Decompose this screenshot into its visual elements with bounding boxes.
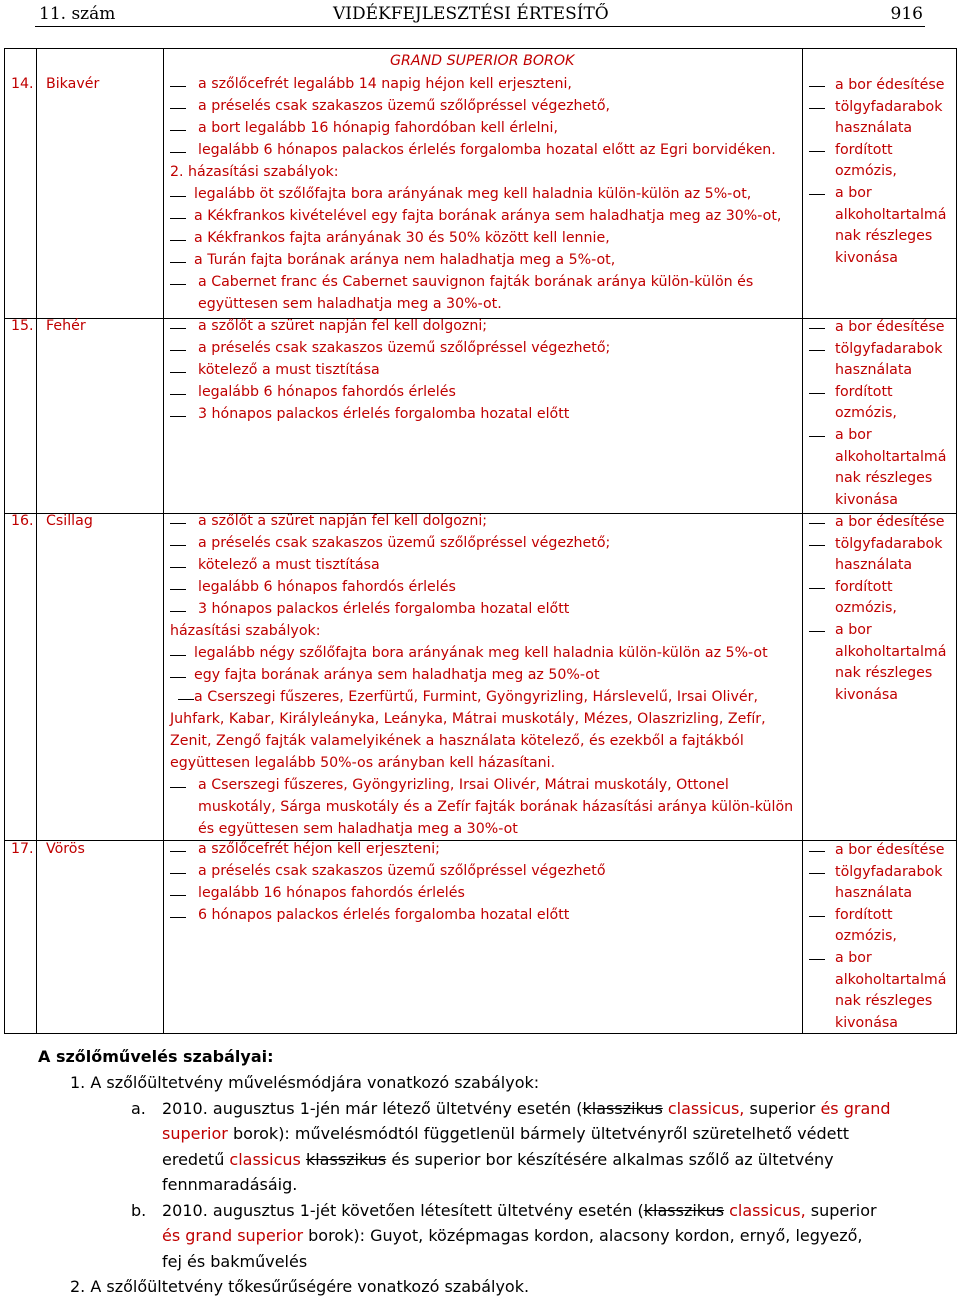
rule-line: kötelező a must tisztítása: [198, 362, 380, 378]
rule-line: a szőlőt a szüret napján fel kell dolgozni;: [198, 318, 488, 334]
restriction-line: ozmózis,: [835, 405, 897, 422]
section-title: GRAND SUPERIOR BOROK: [390, 53, 575, 69]
restriction-line: fordított: [807, 140, 957, 162]
rule-line: együttesen legalább 50%-os arányban kell házasítani.: [170, 755, 556, 771]
list-label-a: a.: [131, 1099, 146, 1118]
restrictions-cell: [807, 512, 957, 706]
rule-subheading: házasítási szabályok:: [170, 623, 321, 639]
rule-line: a Cserszegi fűszeres, Ezerfürtű, Furmint, Gyöngyrizling, Hárslevelű, Irsai Olivér,: [194, 689, 758, 705]
page-number: 916: [890, 4, 923, 24]
rule-line: a préselés csak szakaszos üzemű szőlőpréssel végezhető;: [198, 535, 611, 551]
restriction-line: tölgyfadarabok: [807, 534, 957, 556]
restriction-line: kivonása: [835, 249, 899, 266]
restriction-line: használata: [835, 557, 913, 574]
row-16-name: Csillag: [46, 513, 93, 529]
rule-line: a Turán fajta borának aránya nem haladhatja meg a 5%-ot,: [194, 252, 616, 268]
restriction-line: a bor: [807, 425, 957, 447]
rule-line: Zenit, Zengő fajták valamelyikének a használata kötelező, és ezekből a fajtákból: [170, 733, 744, 749]
rule-line: 6 hónapos palackos érlelés forgalomba hozatal előtt: [198, 907, 570, 923]
rule-line: legalább 6 hónapos fahordós érlelés: [198, 579, 456, 595]
rule-line: 3 hónapos palackos érlelés forgalomba hozatal előtt: [198, 601, 570, 617]
paragraph-a-line-3: eredetű classicus klasszikus és superior bor készítésére alkalmas szőlő az ültetvény: [162, 1150, 834, 1169]
rule-line: legalább öt szőlőfajta bora arányának meg kell haladnia külön-külön az 5%-ot,: [194, 186, 752, 202]
rule-line: a Kékfrankos kivételével egy fajta borának aránya sem haladhatja meg az 30%-ot,: [194, 208, 782, 224]
restriction-line: alkoholtartalmá: [835, 448, 947, 465]
paragraph-b-line-2: és grand superior borok): Guyot, középmagas kordon, alacsony kordon, ernyő, legyező,: [162, 1226, 863, 1245]
restriction-line: a bor: [807, 183, 957, 205]
rule-line: kötelező a must tisztítása: [198, 557, 380, 573]
restriction-line: a bor édesítése: [807, 75, 957, 97]
paragraph-b-line-3: fej és bakművelés: [162, 1252, 308, 1271]
restriction-line: használata: [835, 362, 913, 379]
row-14-num: 14.: [11, 76, 34, 92]
rule-line: a préselés csak szakaszos üzemű szőlőpréssel végezhető;: [198, 340, 611, 356]
restriction-line: a bor édesítése: [807, 317, 957, 339]
restriction-line: ozmózis,: [835, 600, 897, 617]
rule-line: a szőlőcefrét legalább 14 napig héjon kell erjeszteni,: [198, 76, 572, 92]
rule-line: legalább 6 hónapos palackos érlelés forgalomba hozatal előtt az Egri borvidéken.: [198, 142, 776, 158]
rule-line: legalább 16 hónapos fahordós érlelés: [198, 885, 465, 901]
row-17-name: Vörös: [46, 841, 85, 857]
restrictions-cell: [807, 75, 957, 269]
rule-line: 3 hónapos palackos érlelés forgalomba hozatal előtt: [198, 406, 570, 422]
page-header: [35, 2, 925, 27]
rule-line: legalább négy szőlőfajta bora arányának meg kell haladnia külön-külön az 5%-ot: [194, 645, 768, 661]
restriction-line: tölgyfadarabok: [807, 339, 957, 361]
row-17-num: 17.: [11, 841, 34, 857]
restriction-line: nak részleges: [835, 665, 933, 682]
restriction-line: a bor: [807, 620, 957, 642]
paragraph-a-line-2: superior borok): művelésmódtól függetlenül bármely ültetvényről szüretelhető védett: [162, 1124, 849, 1143]
restriction-line: használata: [835, 885, 913, 902]
rule-line: a Cabernet franc és Cabernet sauvignon fajták borának aránya külön-külön és: [198, 274, 754, 290]
rule-line: a bort legalább 16 hónapig fahordóban kell érlelni,: [198, 120, 558, 136]
journal-title: VIDÉKFEJLESZTÉSI ÉRTESÍTŐ: [333, 4, 609, 24]
rule-line: legalább 6 hónapos fahordós érlelés: [198, 384, 456, 400]
rule-line: a préselés csak szakaszos üzemű szőlőpréssel végezhető,: [198, 98, 611, 114]
row-15-num: 15.: [11, 318, 34, 334]
restriction-line: tölgyfadarabok: [807, 862, 957, 884]
rule-line: a Cserszegi fűszeres, Gyöngyrizling, Irsai Olivér, Mátrai muskotály, Ottonel: [198, 777, 729, 793]
restriction-line: a bor édesítése: [807, 840, 957, 862]
restriction-line: ozmózis,: [835, 163, 897, 180]
restriction-line: fordított: [807, 905, 957, 927]
list-item-2: 2. A szőlőültetvény tőkesűrűségére vonatkozó szabályok.: [70, 1277, 530, 1296]
paragraph-b-line-1: 2010. augusztus 1-jét követően létesített ültetvény esetén (klasszikus classicus, superior: [162, 1201, 877, 1220]
paragraph-a-line-4: fennmaradásáig.: [162, 1175, 298, 1194]
rule-line: Juhfark, Kabar, Királyleányka, Leányka, Mátrai muskotály, Mézes, Olaszrizling, Zefír,: [170, 711, 766, 727]
row-15-name: Fehér: [46, 318, 86, 334]
paragraph-a-line-1: 2010. augusztus 1-jén már létező ültetvény esetén (klasszikus classicus, superior és grand: [162, 1099, 891, 1118]
rule-subheading: 2. házasítási szabályok:: [170, 164, 339, 180]
restriction-line: használata: [835, 120, 913, 137]
section-heading: A szőlőművelés szabályai:: [38, 1047, 274, 1066]
list-label-b: b.: [131, 1201, 147, 1220]
rule-line: a Kékfrankos fajta arányának 30 és 50% között kell lennie,: [194, 230, 610, 246]
restriction-line: alkoholtartalmá: [835, 206, 947, 223]
restriction-line: alkoholtartalmá: [835, 643, 947, 660]
restriction-line: a bor: [807, 948, 957, 970]
restriction-line: fordított: [807, 577, 957, 599]
restriction-line: kivonása: [835, 686, 899, 703]
restriction-line: ozmózis,: [835, 928, 897, 945]
rule-line: a szőlőcefrét héjon kell erjeszteni;: [198, 841, 440, 857]
restriction-line: fordított: [807, 382, 957, 404]
restrictions-cell: [807, 317, 957, 511]
restriction-line: tölgyfadarabok: [807, 97, 957, 119]
restriction-line: nak részleges: [835, 470, 933, 487]
row-14-name: Bikavér: [46, 76, 100, 92]
rule-line: a préselés csak szakaszos üzemű szőlőpréssel végezhető: [198, 863, 606, 879]
restriction-line: nak részleges: [835, 993, 933, 1010]
restriction-line: alkoholtartalmá: [835, 971, 947, 988]
rule-line: és együttesen sem haladhatja meg a 30%-ot: [198, 821, 518, 837]
restriction-line: a bor édesítése: [807, 512, 957, 534]
row-16-num: 16.: [11, 513, 34, 529]
issue-number: 11. szám: [39, 4, 116, 24]
list-item-1: 1. A szőlőültetvény művelésmódjára vonatkozó szabályok:: [70, 1073, 540, 1092]
restriction-line: kivonása: [835, 1014, 899, 1031]
rule-line: muskotály, Sárga muskotály és a Zefír fajták borának házasítási aránya külön-külön: [198, 799, 794, 815]
rule-line: egy fajta borának aránya sem haladhatja meg az 50%-ot: [194, 667, 600, 683]
restrictions-cell: [807, 840, 957, 1034]
rule-line: a szőlőt a szüret napján fel kell dolgozni;: [198, 513, 488, 529]
restriction-line: kivonása: [835, 491, 899, 508]
restriction-line: nak részleges: [835, 228, 933, 245]
rule-line: együttesen sem haladhatja meg a 30%-ot.: [198, 296, 502, 312]
